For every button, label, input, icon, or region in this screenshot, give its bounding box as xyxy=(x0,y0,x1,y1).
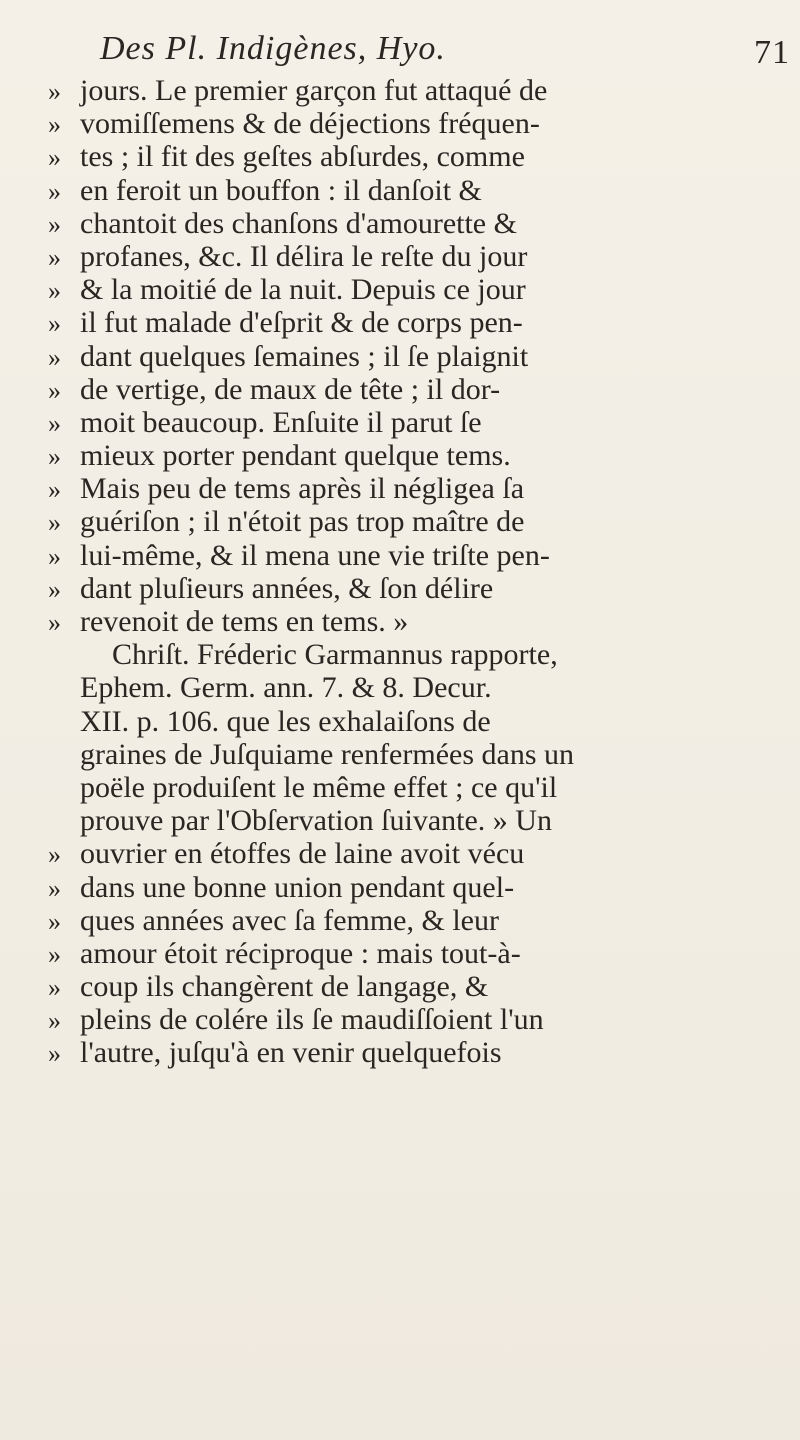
line-text: poële produiſent le même effet ; ce qu'il xyxy=(80,770,558,804)
quote-mark: » xyxy=(48,541,61,571)
line-text: amour étoit réciproque : mais tout-à- xyxy=(80,936,521,970)
quote-mark: » xyxy=(48,574,61,604)
text-line xyxy=(48,505,790,538)
line-text: ques années avec ſa femme, & leur xyxy=(80,903,499,937)
text-line xyxy=(48,771,790,804)
quote-mark: » xyxy=(48,608,61,637)
line-text: Chriſt. Fréderic Garmannus rapporte, xyxy=(112,638,558,672)
running-title: Des Pl. Indigènes, Hyo. xyxy=(100,30,446,67)
quote-mark: » xyxy=(48,508,61,538)
text-line xyxy=(48,738,790,771)
page-number: 71 xyxy=(754,34,790,71)
quote-mark: » xyxy=(48,77,61,106)
text-line xyxy=(48,638,790,671)
quote-mark: » xyxy=(48,442,61,472)
text-body xyxy=(48,74,790,1070)
line-text: guériſon ; il n'étoit pas trop maître de xyxy=(80,505,525,539)
line-text: dans une bonne union pendant quel- xyxy=(80,870,515,904)
line-text: lui-même, & il mena une vie triſte pen- xyxy=(80,538,550,572)
quote-mark: » xyxy=(48,143,61,173)
text-line xyxy=(48,937,790,970)
text-line xyxy=(48,107,790,140)
text-line xyxy=(48,904,790,937)
line-text: & la moitié de la nuit. Depuis ce jour xyxy=(80,273,526,307)
line-text: coup ils changèrent de langage, & xyxy=(80,970,489,1004)
text-line xyxy=(48,439,790,472)
running-header xyxy=(100,30,790,78)
quote-mark: » xyxy=(48,1006,61,1036)
quote-mark: » xyxy=(48,906,61,936)
text-line xyxy=(48,340,790,373)
quote-mark: » xyxy=(48,475,61,505)
quote-mark: » xyxy=(48,840,61,870)
line-text: graines de Juſquiame renfermées dans un xyxy=(80,737,574,771)
text-line xyxy=(48,273,790,306)
text-line xyxy=(48,705,790,738)
text-line xyxy=(48,871,790,904)
quote-mark: » xyxy=(48,309,61,339)
line-text: dant quelques ſemaines ; il ſe plaignit xyxy=(80,339,529,373)
text-line xyxy=(48,472,790,505)
line-text: dant pluſieurs années, & ſon délire xyxy=(80,571,494,605)
line-text: pleins de colére ils ſe maudiſſoient l'un xyxy=(80,1003,544,1037)
text-line xyxy=(48,1036,790,1069)
quote-mark: » xyxy=(48,939,61,969)
line-text: prouve par l'Obſervation ſuivante. » Un xyxy=(80,804,552,838)
text-line xyxy=(48,174,790,207)
text-line xyxy=(48,605,790,638)
quote-mark: » xyxy=(48,276,61,306)
text-line xyxy=(48,671,790,704)
quote-mark: » xyxy=(48,973,61,1003)
line-text: mieux porter pendant quelque tems. xyxy=(80,439,511,473)
line-text: l'autre, juſqu'à en venir quelquefois xyxy=(80,1036,502,1070)
text-line xyxy=(48,1003,790,1036)
line-text: Mais peu de tems après il négligea ſa xyxy=(80,472,525,506)
text-line xyxy=(48,74,790,107)
line-text: XII. p. 106. que les exhalaiſons de xyxy=(80,704,491,738)
line-text: Ephem. Germ. ann. 7. & 8. Decur. xyxy=(80,671,492,705)
quote-mark: » xyxy=(48,209,61,239)
line-text: moit beaucoup. Enſuite il parut ſe xyxy=(80,405,482,439)
text-line xyxy=(48,207,790,240)
line-text: revenoit de tems en tems. » xyxy=(80,605,409,638)
line-text: vomiſſemens & de déjections fréquen- xyxy=(80,107,540,141)
text-line xyxy=(48,970,790,1003)
text-line xyxy=(48,804,790,837)
line-text: jours. Le premier garçon fut attaqué de xyxy=(80,74,548,107)
quote-mark: » xyxy=(48,1039,61,1069)
quote-mark: » xyxy=(48,110,61,140)
text-line xyxy=(48,572,790,605)
text-line xyxy=(48,837,790,870)
line-text: profanes, &c. Il délira le reſte du jour xyxy=(80,239,528,273)
quote-mark: » xyxy=(48,408,61,438)
quote-mark: » xyxy=(48,873,61,903)
text-line xyxy=(48,140,790,173)
text-line xyxy=(48,539,790,572)
line-text: il fut malade d'eſprit & de corps pen- xyxy=(80,306,523,340)
quote-mark: » xyxy=(48,342,61,372)
text-line xyxy=(48,373,790,406)
quote-mark: » xyxy=(48,242,61,272)
line-text: chantoit des chanſons d'amourette & xyxy=(80,206,517,240)
text-line xyxy=(48,240,790,273)
line-text: ouvrier en étoffes de laine avoit vécu xyxy=(80,837,525,871)
line-text: en feroit un bouffon : il danſoit & xyxy=(80,173,482,207)
line-text: de vertige, de maux de tête ; il dor- xyxy=(80,372,501,406)
text-line xyxy=(48,306,790,339)
quote-mark: » xyxy=(48,176,61,206)
quote-mark: » xyxy=(48,375,61,405)
text-line xyxy=(48,406,790,439)
line-text: tes ; il fit des geſtes abſurdes, comme xyxy=(80,140,525,174)
